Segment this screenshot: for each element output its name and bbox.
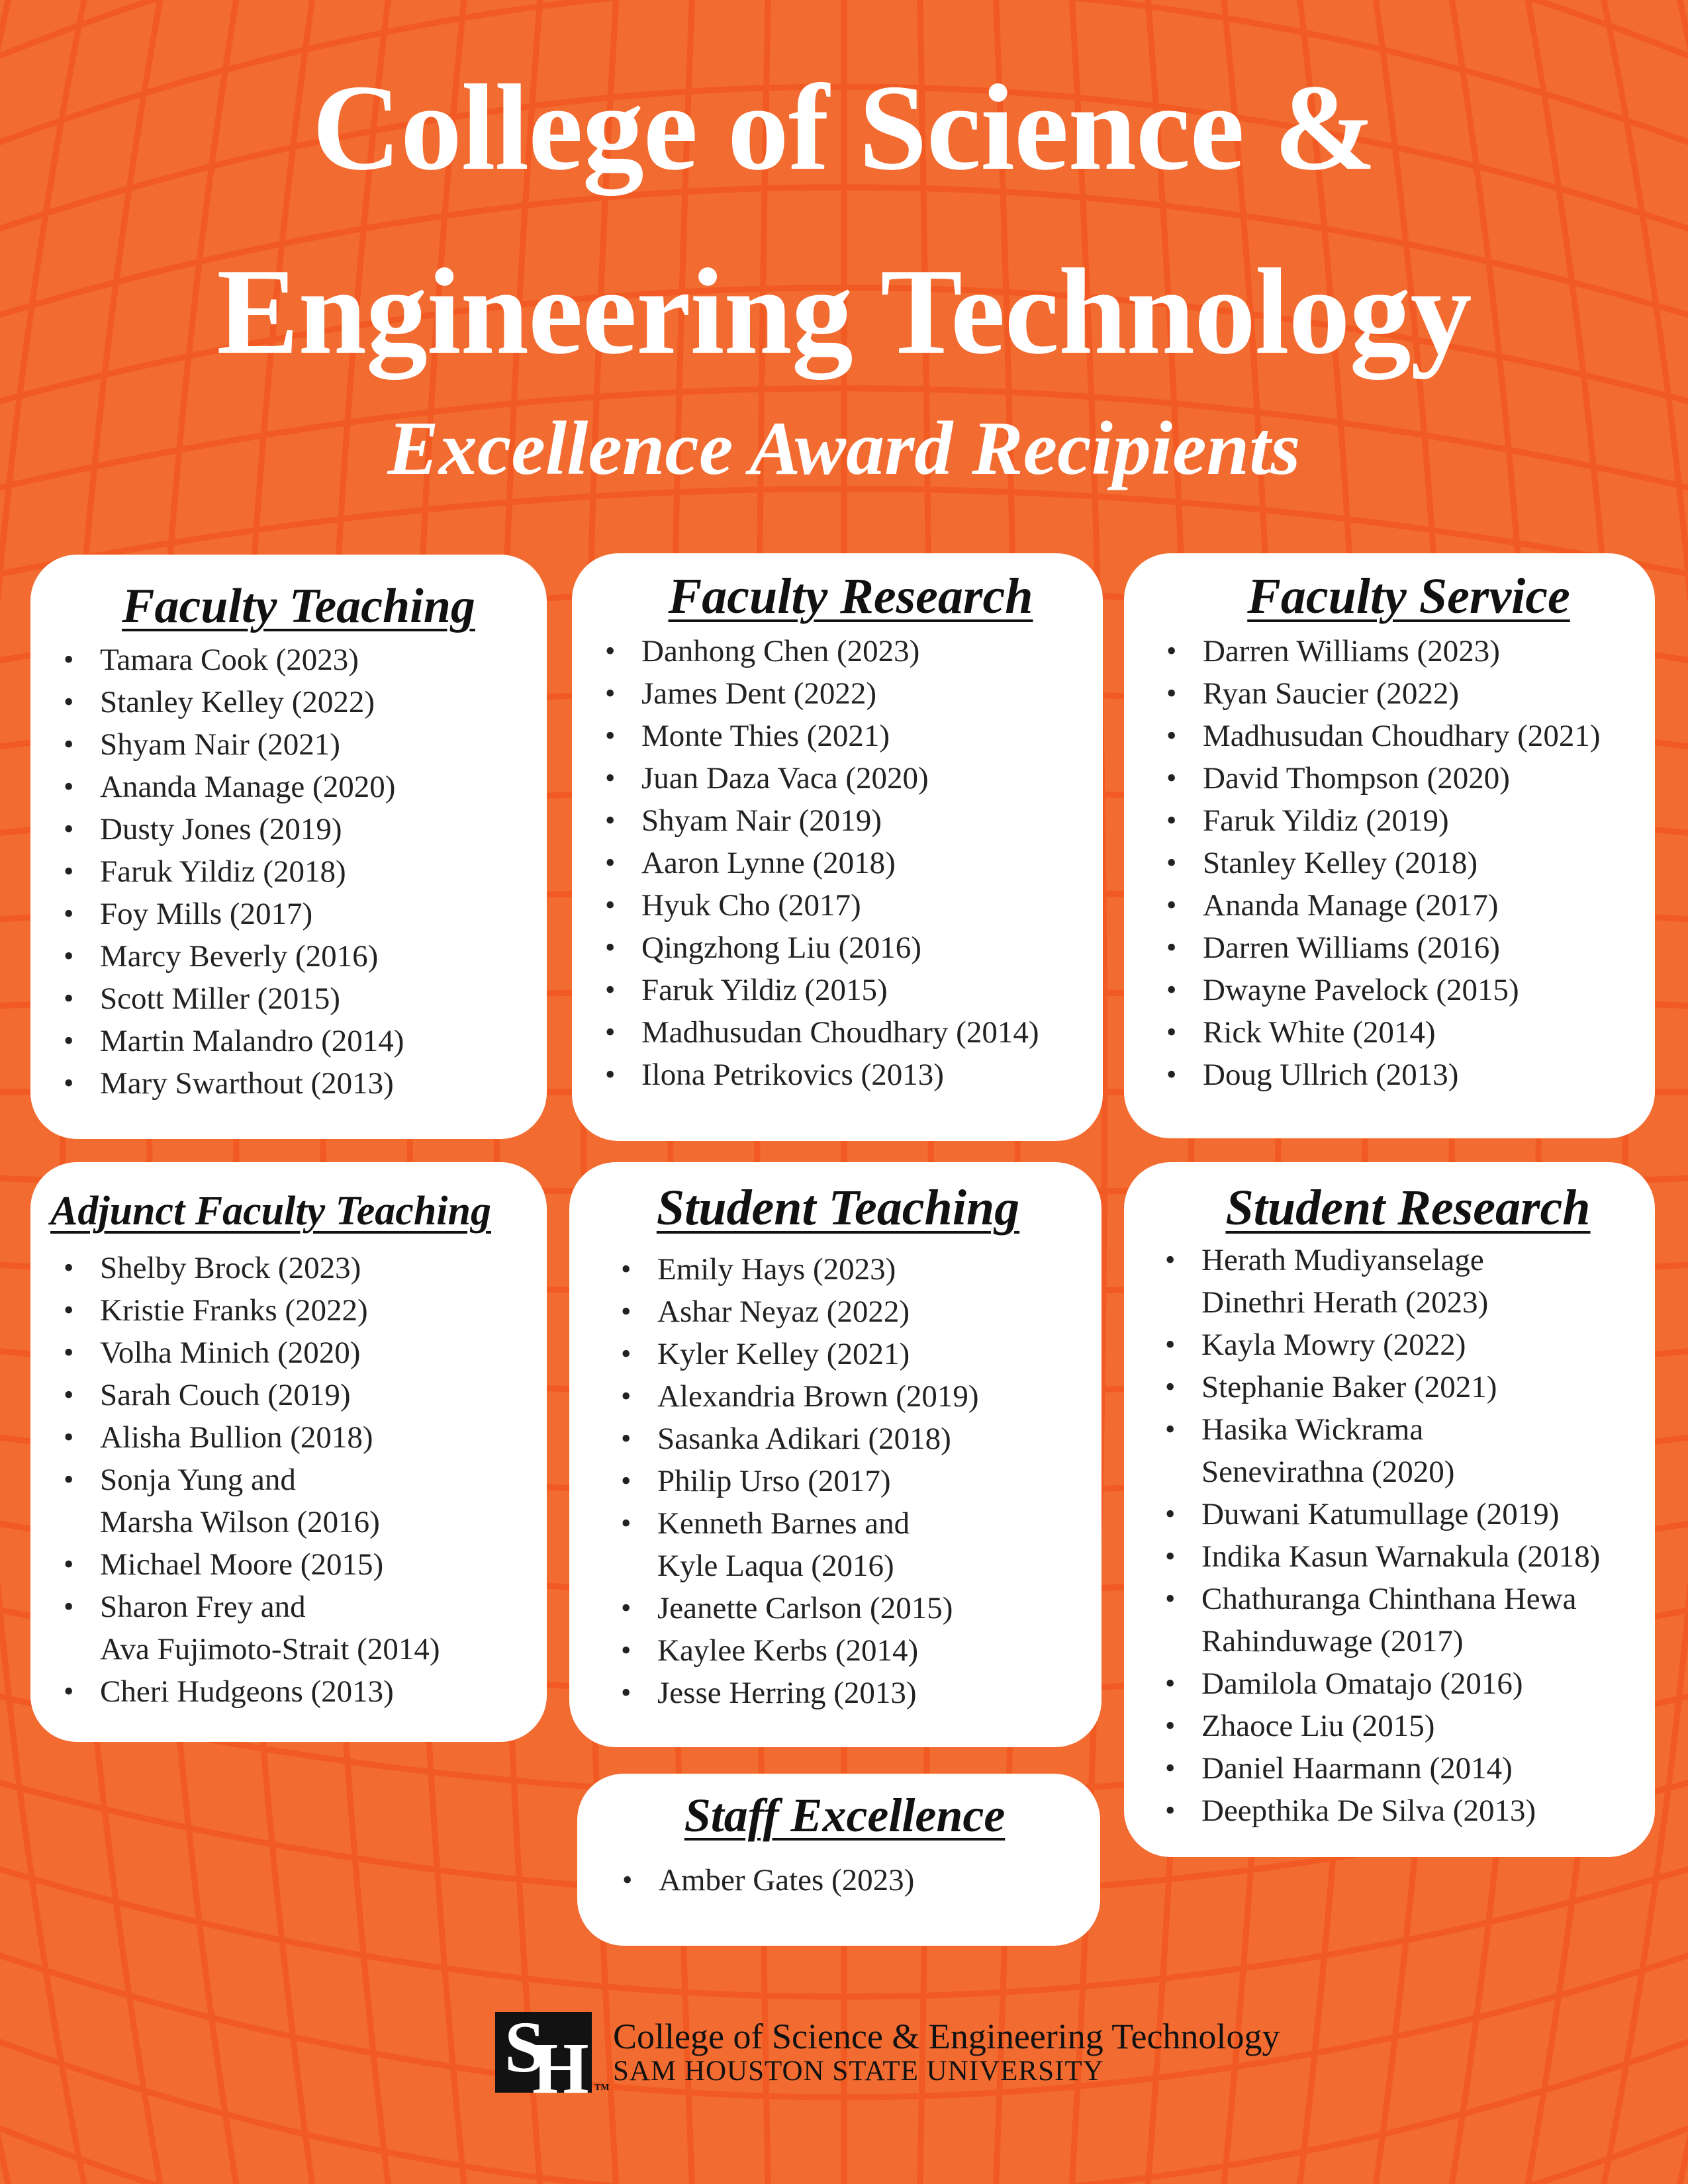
recipient-item: • Darren Williams (2016): [1166, 927, 1651, 969]
recipient-item: • Madhusudan Choudhary (2014): [605, 1011, 1096, 1054]
recipient-item: • Michael Moore (2015): [64, 1543, 540, 1586]
recipient-item: • Marcy Beverly (2016): [64, 935, 534, 978]
recipient-item: • Foy Mills (2017): [64, 893, 534, 935]
recipient-item: • Sarah Couch (2019): [64, 1374, 540, 1416]
recipient-item: • Shelby Brock (2023): [64, 1247, 540, 1289]
card-staff-excellence: [577, 1774, 1100, 1946]
page-subtitle: Excellence Award Recipients: [387, 406, 1301, 491]
recipient-item: • Mary Swarthout (2013): [64, 1062, 534, 1105]
card-title: Student Research: [1225, 1180, 1591, 1236]
recipient-item: • Darren Williams (2023): [1166, 630, 1651, 672]
recipient-item: • Ananda Manage (2020): [64, 766, 534, 808]
recipient-item: • Volha Minich (2020): [64, 1332, 540, 1374]
recipient-item: • Kristie Franks (2022): [64, 1289, 540, 1332]
recipient-item: • Faruk Yildiz (2015): [605, 969, 1096, 1011]
recipient-item: • Scott Miller (2015): [64, 978, 534, 1020]
recipient-item: • Duwani Katumullage (2019): [1165, 1493, 1651, 1535]
card-title: Staff Excellence: [684, 1789, 1006, 1842]
recipient-item: • Sonja Yung and Marsha Wilson (2016): [64, 1459, 540, 1543]
recipient-item: • Damilola Omatajo (2016): [1165, 1662, 1651, 1705]
recipient-item: • Madhusudan Choudhary (2021): [1166, 715, 1651, 757]
card-title: Adjunct Faculty Teaching: [50, 1189, 492, 1234]
recipient-item: • Kenneth Barnes and Kyle Laqua (2016): [621, 1502, 1095, 1587]
recipient-item: • Chathuranga Chinthana Hewa Rahinduwage (2017): [1165, 1578, 1651, 1662]
card-title: Faculty Service: [1247, 569, 1570, 624]
card-title: Faculty Teaching: [122, 579, 475, 633]
recipient-list: [622, 1859, 1094, 1901]
footer-university-name: SAM HOUSTON STATE UNIVERSITY: [613, 2056, 1104, 2087]
recipient-item: • Aaron Lynne (2018): [605, 842, 1096, 884]
recipient-item: • Ryan Saucier (2022): [1166, 672, 1651, 715]
page-title-line-1: College of Science &: [312, 60, 1376, 196]
recipient-item: • David Thompson (2020): [1166, 757, 1651, 799]
recipient-item: • Ashar Neyaz (2022): [621, 1291, 1095, 1333]
recipient-list: [64, 1247, 540, 1713]
footer-logo-lockup: [495, 2007, 1280, 2109]
recipient-item: • Dwayne Pavelock (2015): [1166, 969, 1651, 1011]
recipient-item: • Alisha Bullion (2018): [64, 1416, 540, 1459]
shsu-logo: [495, 2007, 610, 2109]
recipient-list: [1166, 630, 1651, 1096]
recipient-item: • Zhaoce Liu (2015): [1165, 1705, 1651, 1747]
recipient-item: • Ananda Manage (2017): [1166, 884, 1651, 927]
recipient-list: [1165, 1239, 1651, 1832]
recipient-item: • Juan Daza Vaca (2020): [605, 757, 1096, 799]
recipient-item: • Jesse Herring (2013): [621, 1672, 1095, 1714]
recipient-item: • Sharon Frey and Ava Fujimoto-Strait (2014): [64, 1586, 540, 1670]
recipient-item: • Martin Malandro (2014): [64, 1020, 534, 1062]
recipient-list: [64, 639, 534, 1105]
recipient-list: [605, 630, 1096, 1096]
recipient-item: • Kayla Mowry (2022): [1165, 1324, 1651, 1366]
recipient-item: • Stanley Kelley (2018): [1166, 842, 1651, 884]
recipient-item: • Stephanie Baker (2021): [1165, 1366, 1651, 1408]
recipient-item: • Philip Urso (2017): [621, 1460, 1095, 1502]
recipient-item: • Monte Thies (2021): [605, 715, 1096, 757]
card-student-research: [1124, 1162, 1655, 1857]
recipient-item: • Kaylee Kerbs (2014): [621, 1629, 1095, 1672]
card-faculty-service: [1124, 553, 1655, 1138]
recipient-item: • Tamara Cook (2023): [64, 639, 534, 681]
card-adjunct-faculty-teaching: [30, 1162, 547, 1742]
logo-letter-h: H: [532, 2028, 589, 2109]
recipient-item: • Shyam Nair (2021): [64, 723, 534, 766]
card-title: Faculty Research: [668, 569, 1033, 624]
recipient-item: • Kyler Kelley (2021): [621, 1333, 1095, 1375]
page-title-line-2: Engineering Technology: [216, 244, 1472, 380]
recipient-item: • Ilona Petrikovics (2013): [605, 1054, 1096, 1096]
recipient-item: • James Dent (2022): [605, 672, 1096, 715]
logo-letter-s: S: [504, 2007, 545, 2087]
recipient-item: • Qingzhong Liu (2016): [605, 927, 1096, 969]
footer-college-name: College of Science & Engineering Technology: [613, 2017, 1280, 2056]
recipient-item: • Doug Ullrich (2013): [1166, 1054, 1651, 1096]
recipient-item: • Shyam Nair (2019): [605, 799, 1096, 842]
recipient-item: • Stanley Kelley (2022): [64, 681, 534, 723]
recipient-item: • Sasanka Adikari (2018): [621, 1418, 1095, 1460]
footer-text: [613, 2017, 1280, 2087]
recipient-item: • Hasika Wickrama Senevirathna (2020): [1165, 1408, 1651, 1493]
recipient-item: • Amber Gates (2023): [622, 1859, 1094, 1901]
recipient-item: • Dusty Jones (2019): [64, 808, 534, 850]
recipient-item: • Daniel Haarmann (2014): [1165, 1747, 1651, 1790]
recipient-list: [621, 1248, 1095, 1714]
recipient-item: • Herath Mudiyanselage Dinethri Herath (2023): [1165, 1239, 1651, 1324]
card-faculty-teaching: [30, 555, 547, 1139]
recipient-item: • Jeanette Carlson (2015): [621, 1587, 1095, 1629]
card-faculty-research: [572, 553, 1103, 1141]
card-title: Student Teaching: [656, 1180, 1020, 1236]
recipient-item: • Faruk Yildiz (2019): [1166, 799, 1651, 842]
card-student-teaching: [569, 1162, 1102, 1747]
recipient-item: • Alexandria Brown (2019): [621, 1375, 1095, 1418]
recipient-item: • Indika Kasun Warnakula (2018): [1165, 1535, 1651, 1578]
recipient-item: • Danhong Chen (2023): [605, 630, 1096, 672]
recipient-item: • Rick White (2014): [1166, 1011, 1651, 1054]
recipient-item: • Emily Hays (2023): [621, 1248, 1095, 1291]
recipient-item: • Hyuk Cho (2017): [605, 884, 1096, 927]
recipient-item: • Deepthika De Silva (2013): [1165, 1790, 1651, 1832]
recipient-item: • Cheri Hudgeons (2013): [64, 1670, 540, 1713]
recipient-item: • Faruk Yildiz (2018): [64, 850, 534, 893]
trademark-mark: TM: [594, 2083, 610, 2093]
